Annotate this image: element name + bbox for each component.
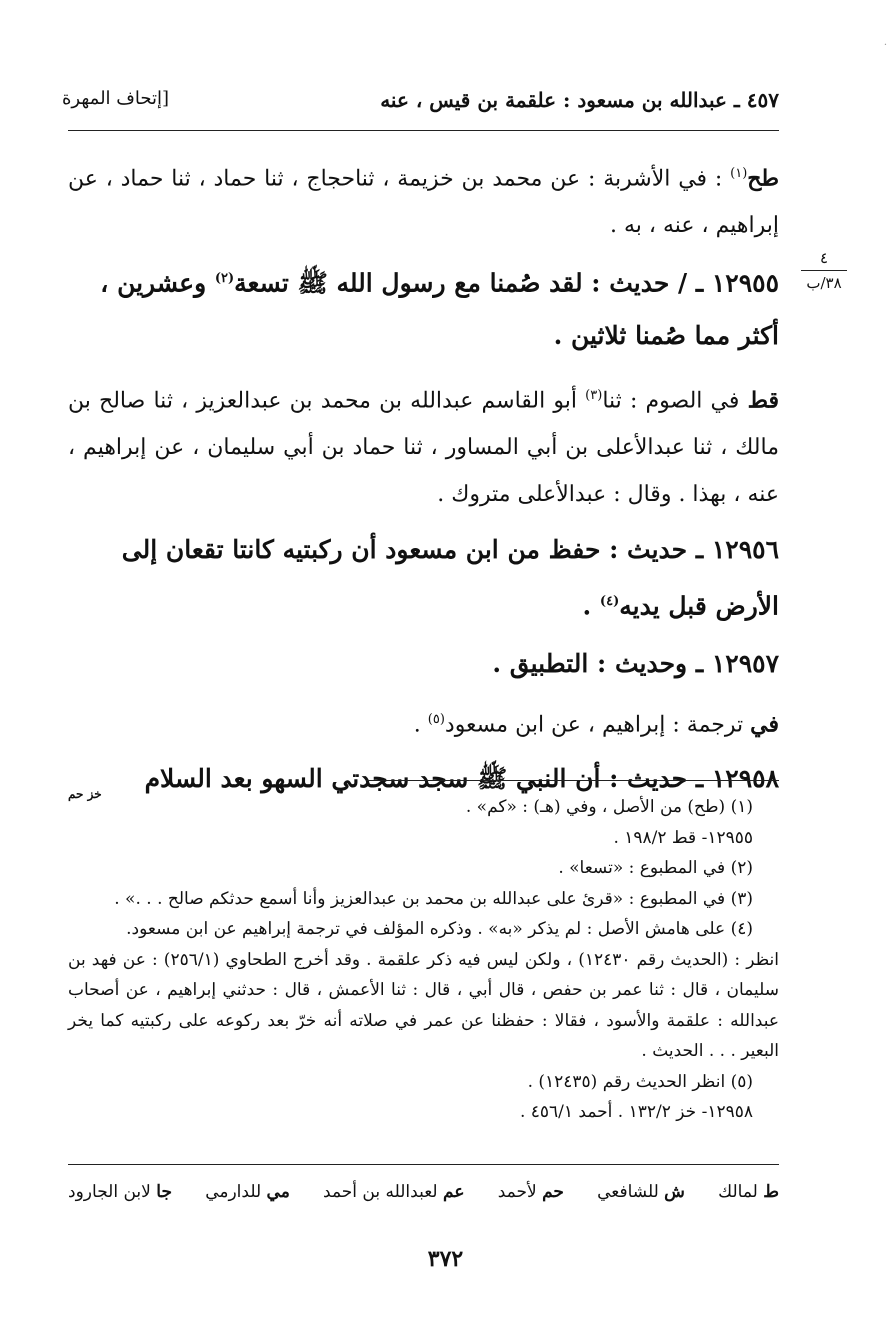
footnote-3: (٣) في المطبوع : «قرئ على عبدالله بن محمد بن عبدالعزيز وأنا أسمع حدثكم صالح . . .» . [114,888,753,909]
legend-item: ط لمالك [718,1182,779,1202]
paragraph-text-continued: أبو القاسم عبدالله بن محمد بن عبدالعزيز ، ثنا صالح بن مالك ، ثنا عبدالأعلى بن أبي المساور ، ثنا حماد بن أبي سليمان ، عن إبراهيم ، عنه ، بهذا . وقال : عبدالأعلى متروك . [68,387,779,507]
hadith-text-continued: وعشرين ، أكثر مما صُمنا ثلاثين . [100,268,779,350]
folio-number: ٣٨/ب [806,274,842,292]
hadith-text: ١٢٩٥٧ ـ وحديث : التطبيق . [492,649,779,679]
paragraph-text: : في الأشربة : عن محمد بن خزيمة ، ثناحجاج ، ثنا حماد ، ثنا حماد ، عن إبراهيم ، عنه ، به . [68,166,779,239]
hadith-text-continued: . [582,591,600,621]
hadith-12955 [68,253,779,361]
paragraph-translation-note [68,696,779,748]
hadith-12956 [68,524,779,632]
hadith-12957 [68,638,779,690]
source-siglum: قط [747,386,779,413]
footnote-ref-1: (١) [730,166,748,181]
footnote-separator [366,780,779,781]
source-siglum: في [750,711,779,738]
footnote-ref-4: (٤) [599,593,620,609]
footnote-4-continued: انظر : (الحديث رقم ١٢٤٣٠) ، ولكن ليس فيه ذكر علقمة . وقد أخرج الطحاوي (٢٥٦/١) : عن فهد بن سليمان ، قال : ثنا عمر بن حفص ، قال أبي ، قال : ثنا الأعمش ، قال : حدثني إبراهيم ، عن أصحاب عبدالله : علقمة والأسود ، فقالا : حفظنا عن عمر في صلاته أنه خرّ بعد ركوعه على ركبتيه كما يخر البعير . . . الحديث . [68,949,780,1061]
footnote-2: (٢) في المطبوع : «تسعا» . [558,858,753,878]
paragraph-source-tah [68,150,779,249]
main-text [68,150,779,801]
paragraph-text: ترجمة : إبراهيم ، عن ابن مسعود [444,712,751,738]
footnote-ref-5: (٥) [427,712,445,728]
page-number: ٣٧٢ [427,1246,464,1272]
header-book-name: [إتحاف المهرة [62,88,170,109]
legend-item: حم لأحمد [497,1182,564,1202]
source-siglum: طح [747,165,779,192]
legend-item: ش للشافعي [597,1182,685,1202]
legend-item: جا لابن الجارود [68,1182,172,1202]
footnote-1: (١) (طح) من الأصل ، وفي (هـ) : «كم» . [465,797,753,817]
hadith-text: ١٢٩٥٨ ـ حديث : أن النبي ﷺ سجد سجدتي السهو بعد السلام [144,763,779,793]
header-rule [68,130,779,131]
footnote-takhrij-12955: ١٢٩٥٥- قط ١٩٨/٢ . [613,827,753,848]
hadith-12958-siglum: خز حم [68,786,102,801]
header-title: ٤٥٧ ـ عبدالله بن مسعود : علقمة بن قيس ، عنه [380,88,779,112]
paragraph-text: في الصوم : ثنا [602,387,748,413]
paragraph-source-qt [68,372,779,518]
scan-mark: · [883,40,887,51]
folio-divider [801,270,847,271]
footnote-ref-3: (٣) [585,387,603,403]
hadith-text: ١٢٩٥٥ ـ / حديث : لقد صُمنا مع رسول الله ﷺ تسعة [234,268,779,298]
running-header [62,88,779,122]
paragraph-text-continued: . [413,712,428,738]
legend-item: عم لعبدالله بن أحمد [323,1182,465,1202]
footnote-takhrij-12958: ١٢٩٥٨- خز ١٣٢/٢ . أحمد ٤٥٦/١ . [519,1102,753,1122]
legend-rule [68,1164,779,1165]
manuscript-folio-note [801,248,847,293]
footnote-5: (٥) انظر الحديث رقم (١٢٤٣٥) . [527,1071,753,1092]
folio-volume: ٤ [819,249,829,267]
hadith-text: ١٢٩٥٦ ـ حديث : حفظ من ابن مسعود أن ركبتيه كانتا تقعان إلى الأرض قبل يديه [121,534,779,621]
legend-item: مي للدارمي [205,1182,290,1202]
footnote-ref-2: (٢) [214,271,235,287]
siglum-legend [68,1182,779,1202]
footnote-4: (٤) على هامش الأصل : لم يذكر «به» . وذكره المؤلف في ترجمة إبراهيم عن ابن مسعود. [126,919,753,939]
footnotes [68,792,779,1128]
